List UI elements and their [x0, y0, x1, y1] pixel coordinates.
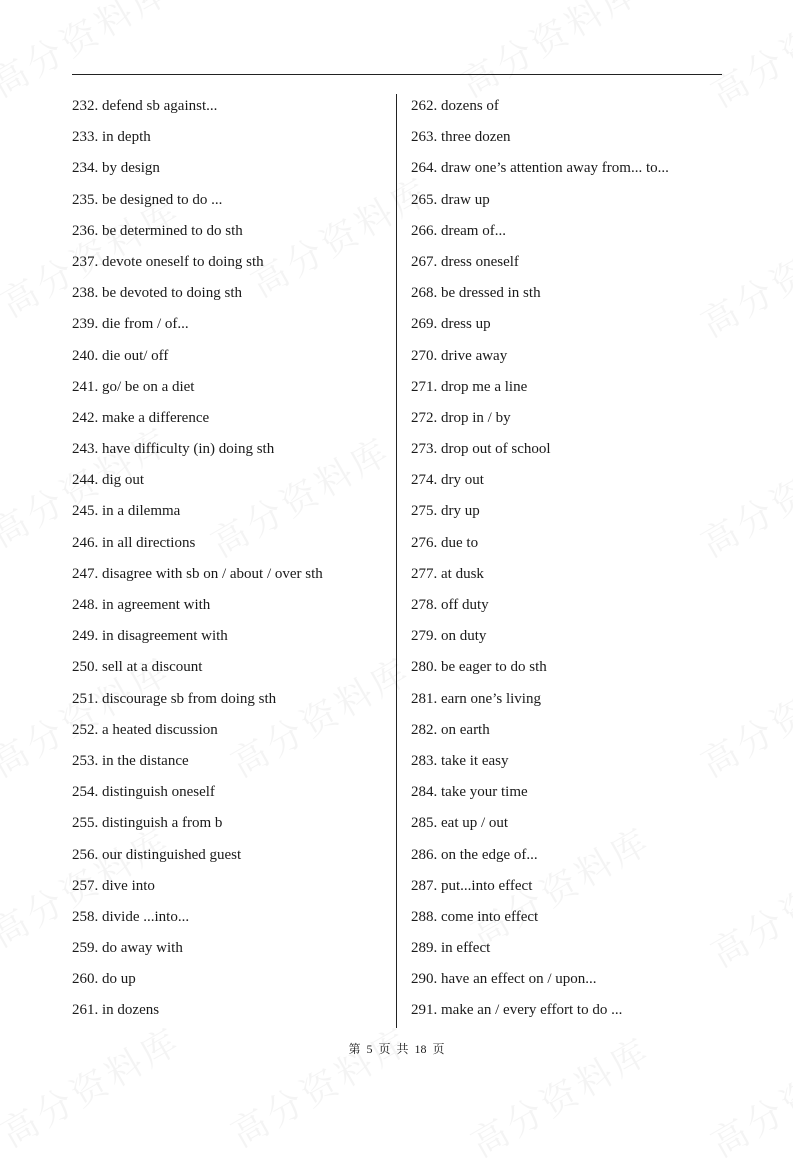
phrase-entry: 258. divide ...into...: [72, 908, 190, 925]
phrase-entry: 289. in effect: [411, 940, 491, 957]
column-divider: [396, 94, 397, 1028]
phrase-entry: 254. distinguish oneself: [72, 784, 215, 801]
phrase-entry: 252. a heated discussion: [72, 721, 218, 738]
footer-page-unit: 页: [378, 1042, 391, 1056]
phrase-entry: 259. do away with: [72, 940, 183, 957]
phrase-entry: 276. due to: [411, 534, 479, 551]
phrase-entry: 279. on duty: [411, 628, 487, 645]
phrase-entry: 267. dress oneself: [411, 253, 519, 270]
phrase-entry: 271. drop me a line: [411, 378, 528, 395]
phrase-entry: 264. draw one’s attention away from... to...: [411, 160, 669, 177]
right-phrase-list: [411, 91, 721, 1027]
phrase-entry: 261. in dozens: [72, 1002, 160, 1019]
phrase-entry: 251. discourage sb from doing sth: [72, 690, 277, 707]
phrase-entry: 232. defend sb against...: [72, 98, 218, 114]
phrase-entry: 237. devote oneself to doing sth: [72, 253, 264, 270]
header-rule: [72, 74, 722, 75]
phrase-entry: 238. be devoted to doing sth: [72, 285, 242, 302]
phrase-entry: 265. draw up: [411, 191, 490, 208]
phrase-entry: 273. drop out of school: [411, 441, 551, 458]
page-footer: [0, 1040, 793, 1057]
phrase-entry: 281. earn one’s living: [411, 690, 541, 707]
watermark-stamp: [0, 1013, 189, 1157]
phrase-entry: 260. do up: [72, 971, 136, 988]
phrase-entry: 268. be dressed in sth: [411, 285, 541, 302]
phrase-entry: 250. sell at a discount: [72, 659, 203, 676]
phrase-entry: 285. eat up / out: [411, 815, 509, 832]
phrase-entry: 284. take your time: [411, 784, 528, 801]
phrase-entry: 266. dream of...: [411, 222, 506, 239]
phrase-entry: 245. in a dilemma: [72, 503, 181, 520]
phrase-entry: 253. in the distance: [72, 752, 189, 769]
footer-page-number: 5: [366, 1042, 373, 1056]
phrase-entry: 269. dress up: [411, 316, 491, 333]
phrase-entry: 248. in agreement with: [72, 597, 211, 613]
phrase-entry: 262. dozens of: [411, 98, 499, 114]
phrase-entry: 256. our distinguished guest: [72, 846, 242, 863]
phrase-entry: 282. on earth: [411, 721, 490, 738]
phrase-entry: 246. in all directions: [72, 534, 196, 551]
phrase-entry: 274. dry out: [411, 472, 484, 489]
phrase-entry: 244. dig out: [72, 472, 145, 489]
phrase-entry: 240. die out/ off: [72, 347, 169, 364]
phrase-entry: 235. be designed to do ...: [72, 191, 223, 208]
phrase-entry: 291. make an / every effort to do ...: [411, 1002, 623, 1019]
left-phrase-list: [72, 91, 392, 1027]
phrase-entry: 242. make a difference: [72, 409, 210, 426]
phrase-entry: 263. three dozen: [411, 129, 511, 146]
phrase-entry: 275. dry up: [411, 503, 480, 520]
footer-prefix: 第: [348, 1042, 361, 1056]
phrase-entry: 234. by design: [72, 160, 160, 177]
phrase-entry: 278. off duty: [411, 597, 489, 613]
phrase-entry: 270. drive away: [411, 347, 508, 364]
phrase-entry: 286. on the edge of...: [411, 846, 538, 863]
phrase-entry: 272. drop in / by: [411, 409, 511, 426]
phrase-entry: 243. have difficulty (in) doing sth: [72, 441, 275, 458]
phrase-entry: 255. distinguish a from b: [72, 815, 223, 832]
phrase-entry: 247. disagree with sb on / about / over sth: [72, 565, 323, 582]
footer-total-unit: 页: [432, 1042, 445, 1056]
phrase-entry: 241. go/ be on a diet: [72, 378, 195, 395]
footer-total-word: 共: [396, 1042, 409, 1056]
phrase-entry: 257. dive into: [72, 877, 155, 894]
footer-total-pages: 18: [414, 1042, 427, 1056]
phrase-entry: 233. in depth: [72, 129, 151, 146]
phrase-entry: 290. have an effect on / upon...: [411, 971, 597, 988]
phrase-entry: 239. die from / of...: [72, 316, 189, 333]
phrase-entry: 287. put...into effect: [411, 877, 533, 894]
watermark-stamp: [221, 1013, 420, 1157]
phrase-entry: 280. be eager to do sth: [411, 659, 547, 676]
phrase-entry: 277. at dusk: [411, 565, 484, 582]
phrase-entry: 236. be determined to do sth: [72, 222, 243, 239]
phrase-entry: 288. come into effect: [411, 908, 539, 925]
phrase-entry: 249. in disagreement with: [72, 628, 228, 645]
phrase-entry: 283. take it easy: [411, 752, 509, 769]
